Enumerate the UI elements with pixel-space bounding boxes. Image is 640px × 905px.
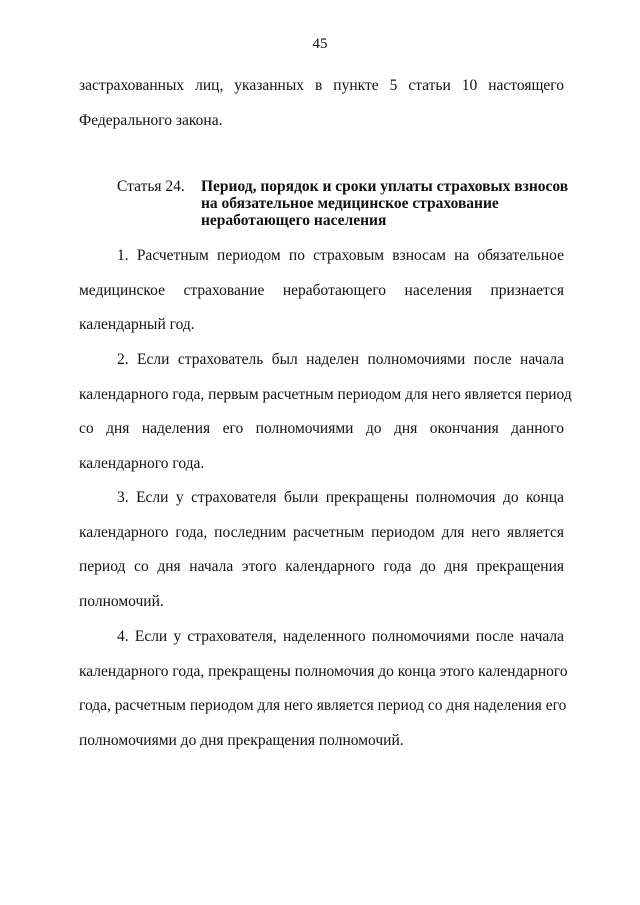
paragraph-line: период со дня начала этого календарного года до дня прекращения bbox=[79, 558, 564, 575]
paragraph-line: полномочий. bbox=[79, 592, 164, 610]
paragraph-3 bbox=[79, 481, 564, 619]
paragraph-line: 4. Если у страхователя, наделенного полномочиями после начала bbox=[117, 628, 564, 645]
paragraph-line: календарного года, первым расчетным периодом для него является период bbox=[79, 385, 572, 403]
intro-paragraph bbox=[79, 69, 564, 138]
article-title-line-1: Период, порядок и сроки уплаты страховых взносов bbox=[201, 178, 569, 195]
article-title-line-3: неработающего населения bbox=[201, 212, 387, 229]
paragraph-line: календарного года. bbox=[79, 454, 205, 472]
intro-line-2: Федерального закона. bbox=[79, 111, 223, 129]
paragraph-1 bbox=[79, 239, 564, 343]
paragraph-line: календарный год. bbox=[79, 316, 195, 333]
article-label: Статья 24. bbox=[117, 178, 185, 195]
paragraph-2 bbox=[79, 343, 572, 481]
article-title bbox=[201, 178, 581, 229]
paragraph-4 bbox=[79, 620, 568, 758]
paragraph-line: календарного года, последним расчетным периодом для него является bbox=[79, 523, 564, 541]
page-number: 45 bbox=[312, 36, 328, 52]
paragraph-line: 3. Если у страхователя были прекращены полномочия до конца bbox=[117, 489, 564, 506]
paragraph-line: 1. Расчетным периодом по страховым взносам на обязательное bbox=[117, 247, 564, 264]
article-title-line-2: на обязательное медицинское страхование bbox=[201, 195, 499, 212]
paragraph-line: со дня наделения его полномочиями до дня окончания данного bbox=[79, 420, 564, 437]
paragraph-line: календарного года, прекращены полномочия до конца этого календарного bbox=[79, 662, 568, 680]
paragraph-line: медицинское страхование неработающего населения признается bbox=[79, 281, 564, 299]
paragraph-line: полномочиями до дня прекращения полномочий. bbox=[79, 731, 404, 749]
paragraph-line: 2. Если страхователь был наделен полномочиями после начала bbox=[117, 351, 564, 368]
intro-line-1: застрахованных лиц, указанных в пункте 5 статьи 10 настоящего bbox=[79, 77, 564, 94]
paragraph-line: года, расчетным периодом для него является период со дня наделения его bbox=[79, 697, 567, 714]
